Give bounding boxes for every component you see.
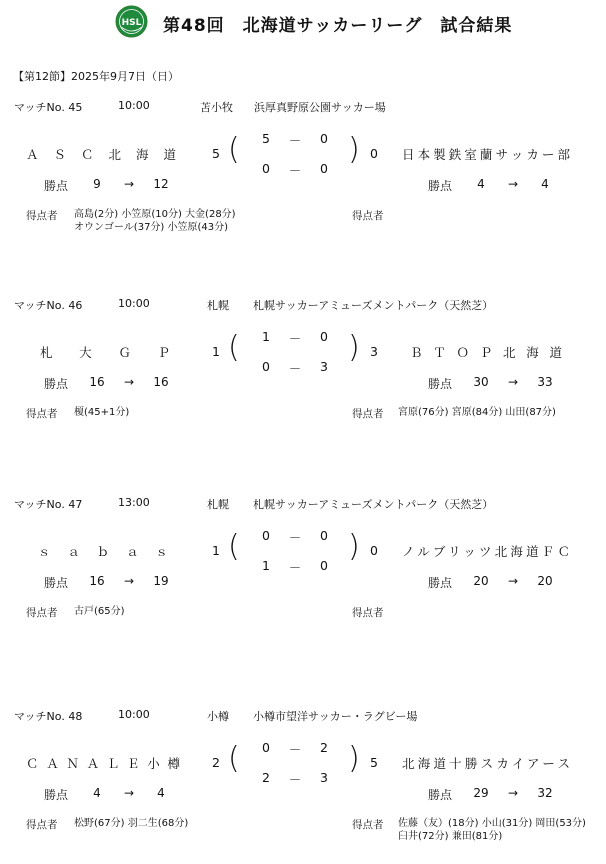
second-half-away: 3 [320, 359, 328, 374]
round-date: 【第12節】2025年9月7日（日） [13, 70, 179, 83]
home-scorers [74, 605, 125, 618]
match-block [0, 492, 606, 652]
home-points [44, 786, 176, 803]
away-points-label: 勝点 [428, 788, 453, 802]
home-score: 2 [212, 755, 220, 770]
away-scorers [398, 817, 586, 843]
home-scorer-line: 松野(67分) 羽二生(68分) [74, 818, 189, 829]
second-half-dash: － [288, 560, 302, 575]
away-score: 0 [370, 543, 378, 558]
home-scorers-label: 得点者 [26, 210, 58, 222]
match-block [0, 95, 606, 255]
home-scorer-line: 高島(2分) 小笠原(10分) 大金(28分) [74, 209, 236, 220]
home-team: ＣＡＮＡＬＥ小樽 [26, 756, 180, 771]
city: 札幌 [207, 498, 229, 511]
first-half-score [262, 329, 328, 347]
away-points [428, 177, 560, 194]
home-points-before: 4 [93, 786, 101, 800]
home-points-before: 16 [89, 574, 105, 588]
away-points-after: 32 [537, 786, 553, 800]
home-points-after: 19 [153, 574, 169, 588]
open-bracket: ( [228, 330, 240, 365]
first-half-home: 0 [262, 528, 270, 543]
second-half-score [262, 770, 328, 788]
venue: 小樽市望洋サッカー・ラグビー場 [253, 710, 418, 723]
second-half-score [262, 359, 328, 377]
match-number: マッチNo. 47 [14, 498, 83, 511]
city: 苫小牧 [200, 101, 233, 114]
match-number: マッチNo. 45 [14, 101, 83, 114]
first-half-home: 5 [262, 131, 270, 146]
first-half-score [262, 740, 328, 758]
first-half-away: 0 [320, 528, 328, 543]
away-scorer-line: 佐藤（友）(18分) 小山(31分) 岡田(53分) [398, 818, 586, 829]
home-points-arrow: → [123, 786, 135, 800]
away-points-before: 20 [473, 574, 489, 588]
second-half-away: 3 [320, 770, 328, 785]
away-score: 3 [370, 344, 378, 359]
home-team: ｓａｂａｓ [38, 544, 168, 559]
first-half-away: 0 [320, 131, 328, 146]
second-half-away: 0 [320, 558, 328, 573]
second-half-home: 0 [262, 161, 270, 176]
away-points-before: 30 [473, 375, 489, 389]
home-points-after: 4 [157, 786, 165, 800]
away-points-after: 20 [537, 574, 553, 588]
first-half-dash: － [288, 133, 302, 148]
home-points-arrow: → [123, 574, 135, 588]
away-team: ノルブリッツ北海道ＦＣ [402, 544, 570, 559]
second-half-dash: － [288, 163, 302, 178]
away-score: 5 [370, 755, 378, 770]
home-points [44, 574, 176, 591]
open-bracket: ( [228, 132, 240, 167]
league-logo [115, 5, 148, 38]
home-scorers-label: 得点者 [26, 819, 58, 831]
second-half-dash: － [288, 772, 302, 787]
home-points-label: 勝点 [44, 576, 69, 590]
second-half-dash: － [288, 361, 302, 376]
kickoff-time: 13:00 [118, 496, 150, 509]
first-half-score [262, 131, 328, 149]
away-score: 0 [370, 146, 378, 161]
home-scorers [74, 817, 188, 830]
match-number: マッチNo. 46 [14, 299, 83, 312]
away-points [428, 574, 560, 591]
home-points [44, 177, 176, 194]
first-half-dash: － [288, 331, 302, 346]
home-score: 5 [212, 146, 220, 161]
home-scorer-line: 榎(45+1分) [74, 407, 130, 418]
away-team: ＢＴＯＰ北海道 [410, 345, 562, 360]
away-scorers-label: 得点者 [352, 408, 384, 420]
first-half-dash: － [288, 742, 302, 757]
away-team: 日本製鉄室蘭サッカー部 [402, 147, 570, 162]
open-bracket: ( [228, 741, 240, 776]
home-points-after: 16 [153, 375, 169, 389]
home-points-before: 16 [89, 375, 105, 389]
away-scorers-label: 得点者 [352, 607, 384, 619]
second-half-score [262, 558, 328, 576]
second-half-home: 1 [262, 558, 270, 573]
kickoff-time: 10:00 [118, 99, 150, 112]
away-points-arrow: → [507, 574, 519, 588]
document-title: 第48回 北海道サッカーリーグ 試合結果 [163, 16, 513, 36]
second-half-score [262, 161, 328, 179]
first-half-away: 0 [320, 329, 328, 344]
away-scorers-label: 得点者 [352, 819, 384, 831]
home-scorers [74, 208, 236, 234]
home-scorer-line: オウンゴール(37分) 小笠原(43分) [74, 222, 229, 233]
away-points-before: 29 [473, 786, 489, 800]
kickoff-time: 10:00 [118, 297, 150, 310]
away-points-label: 勝点 [428, 377, 453, 391]
second-half-home: 2 [262, 770, 270, 785]
away-points-after: 4 [541, 177, 549, 191]
away-points-before: 4 [477, 177, 485, 191]
first-half-home: 0 [262, 740, 270, 755]
home-team: ＡＳＣ北海道 [26, 147, 176, 162]
home-points-label: 勝点 [44, 377, 69, 391]
home-scorer-line: 古戸(65分) [74, 606, 125, 617]
away-scorers-label: 得点者 [352, 210, 384, 222]
first-half-home: 1 [262, 329, 270, 344]
home-score: 1 [212, 344, 220, 359]
away-points-after: 33 [537, 375, 553, 389]
home-points [44, 375, 176, 392]
home-points-arrow: → [123, 177, 135, 191]
home-score: 1 [212, 543, 220, 558]
city: 小樽 [207, 710, 229, 723]
away-points [428, 786, 560, 803]
close-bracket: ) [348, 132, 360, 167]
venue: 札幌サッカーアミューズメントパーク（天然芝） [253, 498, 494, 511]
away-points-arrow: → [507, 375, 519, 389]
home-points-arrow: → [123, 375, 135, 389]
away-points-label: 勝点 [428, 179, 453, 193]
away-scorer-line: 宮原(76分) 宮原(84分) 山田(87分) [398, 407, 556, 418]
first-half-score [262, 528, 328, 546]
home-points-label: 勝点 [44, 179, 69, 193]
away-points [428, 375, 560, 392]
home-points-after: 12 [153, 177, 169, 191]
home-team: 札大ＧＰ [40, 345, 170, 360]
away-scorers [398, 406, 556, 419]
match-number: マッチNo. 48 [14, 710, 83, 723]
kickoff-time: 10:00 [118, 708, 150, 721]
match-block [0, 293, 606, 453]
away-points-arrow: → [507, 177, 519, 191]
away-points-label: 勝点 [428, 576, 453, 590]
first-half-dash: － [288, 530, 302, 545]
city: 札幌 [207, 299, 229, 312]
close-bracket: ) [348, 529, 360, 564]
first-half-away: 2 [320, 740, 328, 755]
match-block [0, 704, 606, 864]
venue: 札幌サッカーアミューズメントパーク（天然芝） [253, 299, 494, 312]
second-half-home: 0 [262, 359, 270, 374]
venue: 浜厚真野原公園サッカー場 [254, 101, 386, 114]
home-scorers-label: 得点者 [26, 408, 58, 420]
home-scorers-label: 得点者 [26, 607, 58, 619]
home-points-label: 勝点 [44, 788, 69, 802]
home-scorers [74, 406, 129, 419]
away-scorer-line: 臼井(72分) 兼田(81分) [398, 831, 503, 842]
home-points-before: 9 [93, 177, 101, 191]
open-bracket: ( [228, 529, 240, 564]
close-bracket: ) [348, 330, 360, 365]
away-points-arrow: → [507, 786, 519, 800]
away-team: 北海道十勝スカイアース [402, 756, 570, 771]
logo-text: HSL [121, 18, 142, 28]
second-half-away: 0 [320, 161, 328, 176]
close-bracket: ) [348, 741, 360, 776]
